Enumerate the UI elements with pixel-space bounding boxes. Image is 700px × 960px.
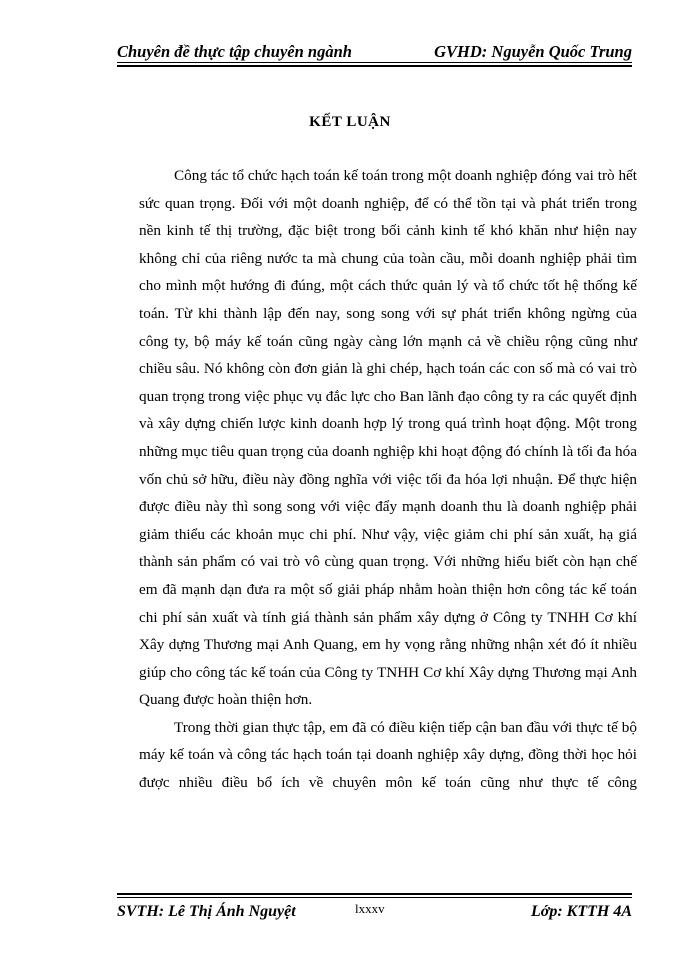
body-text	[139, 162, 637, 797]
page-number: lxxxv	[355, 901, 385, 916]
footer-class: Lớp: KTTH 4A	[530, 903, 632, 920]
footer-rule-thin	[117, 897, 632, 898]
header-document-type: Chuyên đề thực tập chuyên ngành	[117, 42, 352, 61]
paragraph-1: Công tác tổ chức hạch toán kế toán trong một doanh nghiệp đóng vai trò hết sức quan trọng. Đối với một doanh nghiệp, để có thể tồn tại và phát triển trong nền kinh tế thị trường, đặc biệt trong bối cảnh kinh tế khó khăn như hiện nay không chỉ của riêng nước ta mà chung của toàn cầu, mỗi doanh nghiệp phải tìm cho mình một hướng đi đúng, một cách thức quản lý và tổ chức tốt hệ thống kế toán. Từ khi thành lập đến nay, song song với sự phát triển không ngừng của công ty, bộ máy kế toán cũng ngày càng lớn mạnh cả về chiều rộng cũng như chiều sâu. Nó không còn đơn giản là ghi chép, hạch toán các con số mà có vai trò quan trọng trong việc phục vụ đắc lực cho Ban lãnh đạo công ty ra các quyết định và xây dựng chiến lược kinh doanh hợp lý trong quá trình hoạt động. Một trong những mục tiêu quan trọng của doanh nghiệp khi hoạt động đó chính là tối đa hóa vốn chủ sở hữu, điều này đồng nghĩa với việc tối đa hóa lợi nhuận. Để thực hiện được điều này thì song song với việc đẩy mạnh doanh thu là doanh nghiệp phải giảm thiểu các khoản mục chi phí. Như vậy, việc giảm chi phí sản xuất, hạ giá thành sản phẩm có vai trò vô cùng quan trọng. Với những hiểu biết còn hạn chế em đã mạnh dạn đưa ra một số giải pháp nhằm hoàn thiện hơn công tác kế toán chi phí sản xuất và tính giá thành sản phẩm xây dựng ở Công ty TNHH Cơ khí Xây dựng Thương mại Anh Quang, em hy vọng rằng những nhận xét đó ít nhiều giúp cho công tác kế toán của Công ty TNHH Cơ khí Xây dựng Thương mại Anh Quang được hoàn thiện hơn.	[139, 167, 637, 709]
page-footer	[117, 901, 632, 925]
page-header	[117, 38, 632, 62]
footer-student: SVTH: Lê Thị Ánh Nguyệt	[117, 903, 296, 920]
footer-rule-thick	[117, 893, 632, 895]
header-rule-thick	[117, 65, 632, 67]
page-title: KẾT LUẬN	[309, 114, 391, 130]
header-rule-thin	[117, 62, 632, 63]
header-supervisor: GVHD: Nguyễn Quốc Trung	[434, 42, 632, 61]
paragraph-2: Trong thời gian thực tập, em đã có điều kiện tiếp cận ban đầu với thực tế bộ máy kế toán và công tác hạch toán tại doanh nghiệp xây dựng, đồng thời học hỏi được nhiều điều bổ ích về chuyên môn kế toán cũng như thực tế công	[139, 718, 637, 792]
